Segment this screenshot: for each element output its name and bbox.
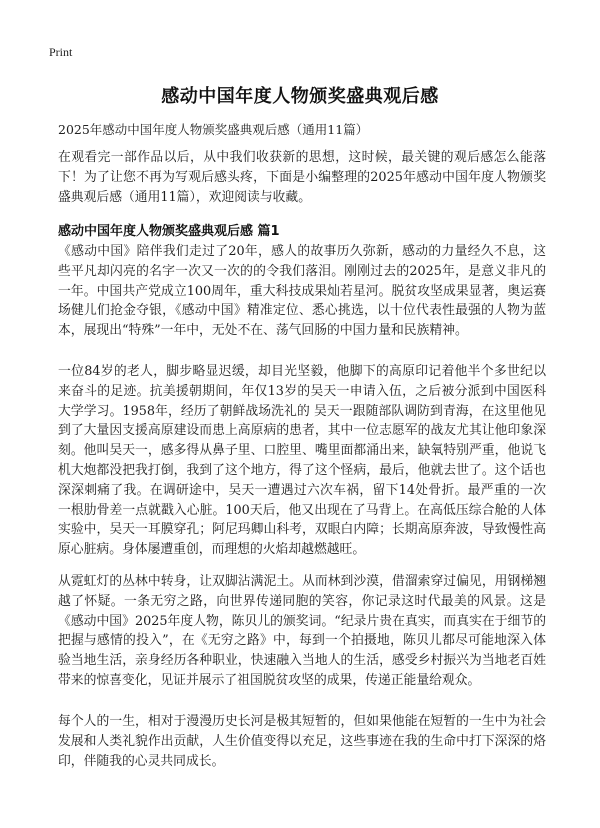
body-paragraph-4: 每个人的一生，相对于漫漫历史长河是极其短暂的，但如果他能在短暂的一生中为社会发展和人类礼貌作出贡献，人生价值变得以充足，这些事迹在我的生命中打下深深的烙印，伴随我的心灵共同成长。 <box>58 714 546 769</box>
print-label[interactable]: Print <box>49 45 73 59</box>
document-title: 感动中国年度人物颁奖盛典观后感 <box>161 86 439 107</box>
body-paragraph-2: 一位84岁的老人，脚步略显迟缓，却目光坚毅，他脚下的高原印记着他半个多世纪以来奋斗的足迹。抗美援朝期间，年仅13岁的吴天一申请入伍，之后被分派到中国医科大学学习。1958年，经历了朝鲜战场洗礼的 吴天一跟随部队调防到青海，在这里他见到了大量因支援高原建设而患上高原病的患者，其中一位志愿军的战友尤其让他印象深刻。他叫吴天一，感多得从鼻子里、口腔里、嘴里面都涌出来，缺氧特别严重，他说飞机大炮都没把我打倒，我到了这个地方，得了这个怪病，最后，他就去世了。这个话也深深刺痛了我。在调研途中，吴天一遭遇过六次车祸，留下14处骨折。最严重的一次一根肋骨差一点就戳入心脏。100天后，他又出现在了马背上。在高低压综合舱的人体实验中，吴天一耳膜穿孔；阿尼玛卿山科考，双眼白内障；长期高原奔波，导致慢性高原心脏病。身体屡遭重创，而理想的火焰却越燃越旺。 <box>58 364 546 558</box>
section-heading: 感动中国年度人物颁奖盛典观后感 篇1 <box>58 224 280 239</box>
body-paragraph-3: 从霓虹灯的丛林中转身，让双脚沾满泥土。从而林到沙漠，借溜索穿过偏见，用钢梯翘越了怀疑。一条无穷之路，向世界传递同胞的笑容，你记录这时代最美的风景。这是《感动中国》2025年度人物，陈贝儿的颁奖词。“纪录片贵在真实，而真实在于细节的把握与感情的投入”，在《无穷之路》中，每到一个拍摄地，陈贝儿都尽可能地深入体验当地生活，亲身经历各种职业，快速融入当地人的生活，感受乡村振兴为当地老百姓带来的惊喜变化，见证并展示了祖国脱贫攻坚的成果，传递正能量给观众。 <box>58 574 546 688</box>
intro-paragraph: 在观看完一部作品以后，从中我们收获新的思想，这时候，最关键的观后感怎么能落下！为了让您不再为写观后感头疼，下面是小编整理的2025年感动中国年度人物颁奖盛典观后感（通用11篇），欢迎阅读与收藏。 <box>58 150 546 205</box>
body-paragraph-1: 《感动中国》陪伴我们走过了20年，感人的故事历久弥新，感动的力量经久不息，这些平凡却闪亮的名字一次又一次的的令我们落泪。刚刚过去的2025年，是意义非凡的一年。中国共产党成立100周年，重大科技成果灿若星河。脱贫攻坚成果显著，奥运赛场健儿们抢金夺银，《感动中国》精准定位、悉心挑选，以十位代表性最强的人物为蓝本，展现出“特殊”一年中，无处不在、荡气回肠的中国力量和民族精神。 <box>58 244 546 339</box>
document-subtitle: 2025年感动中国年度人物颁奖盛典观后感（通用11篇） <box>58 122 369 137</box>
